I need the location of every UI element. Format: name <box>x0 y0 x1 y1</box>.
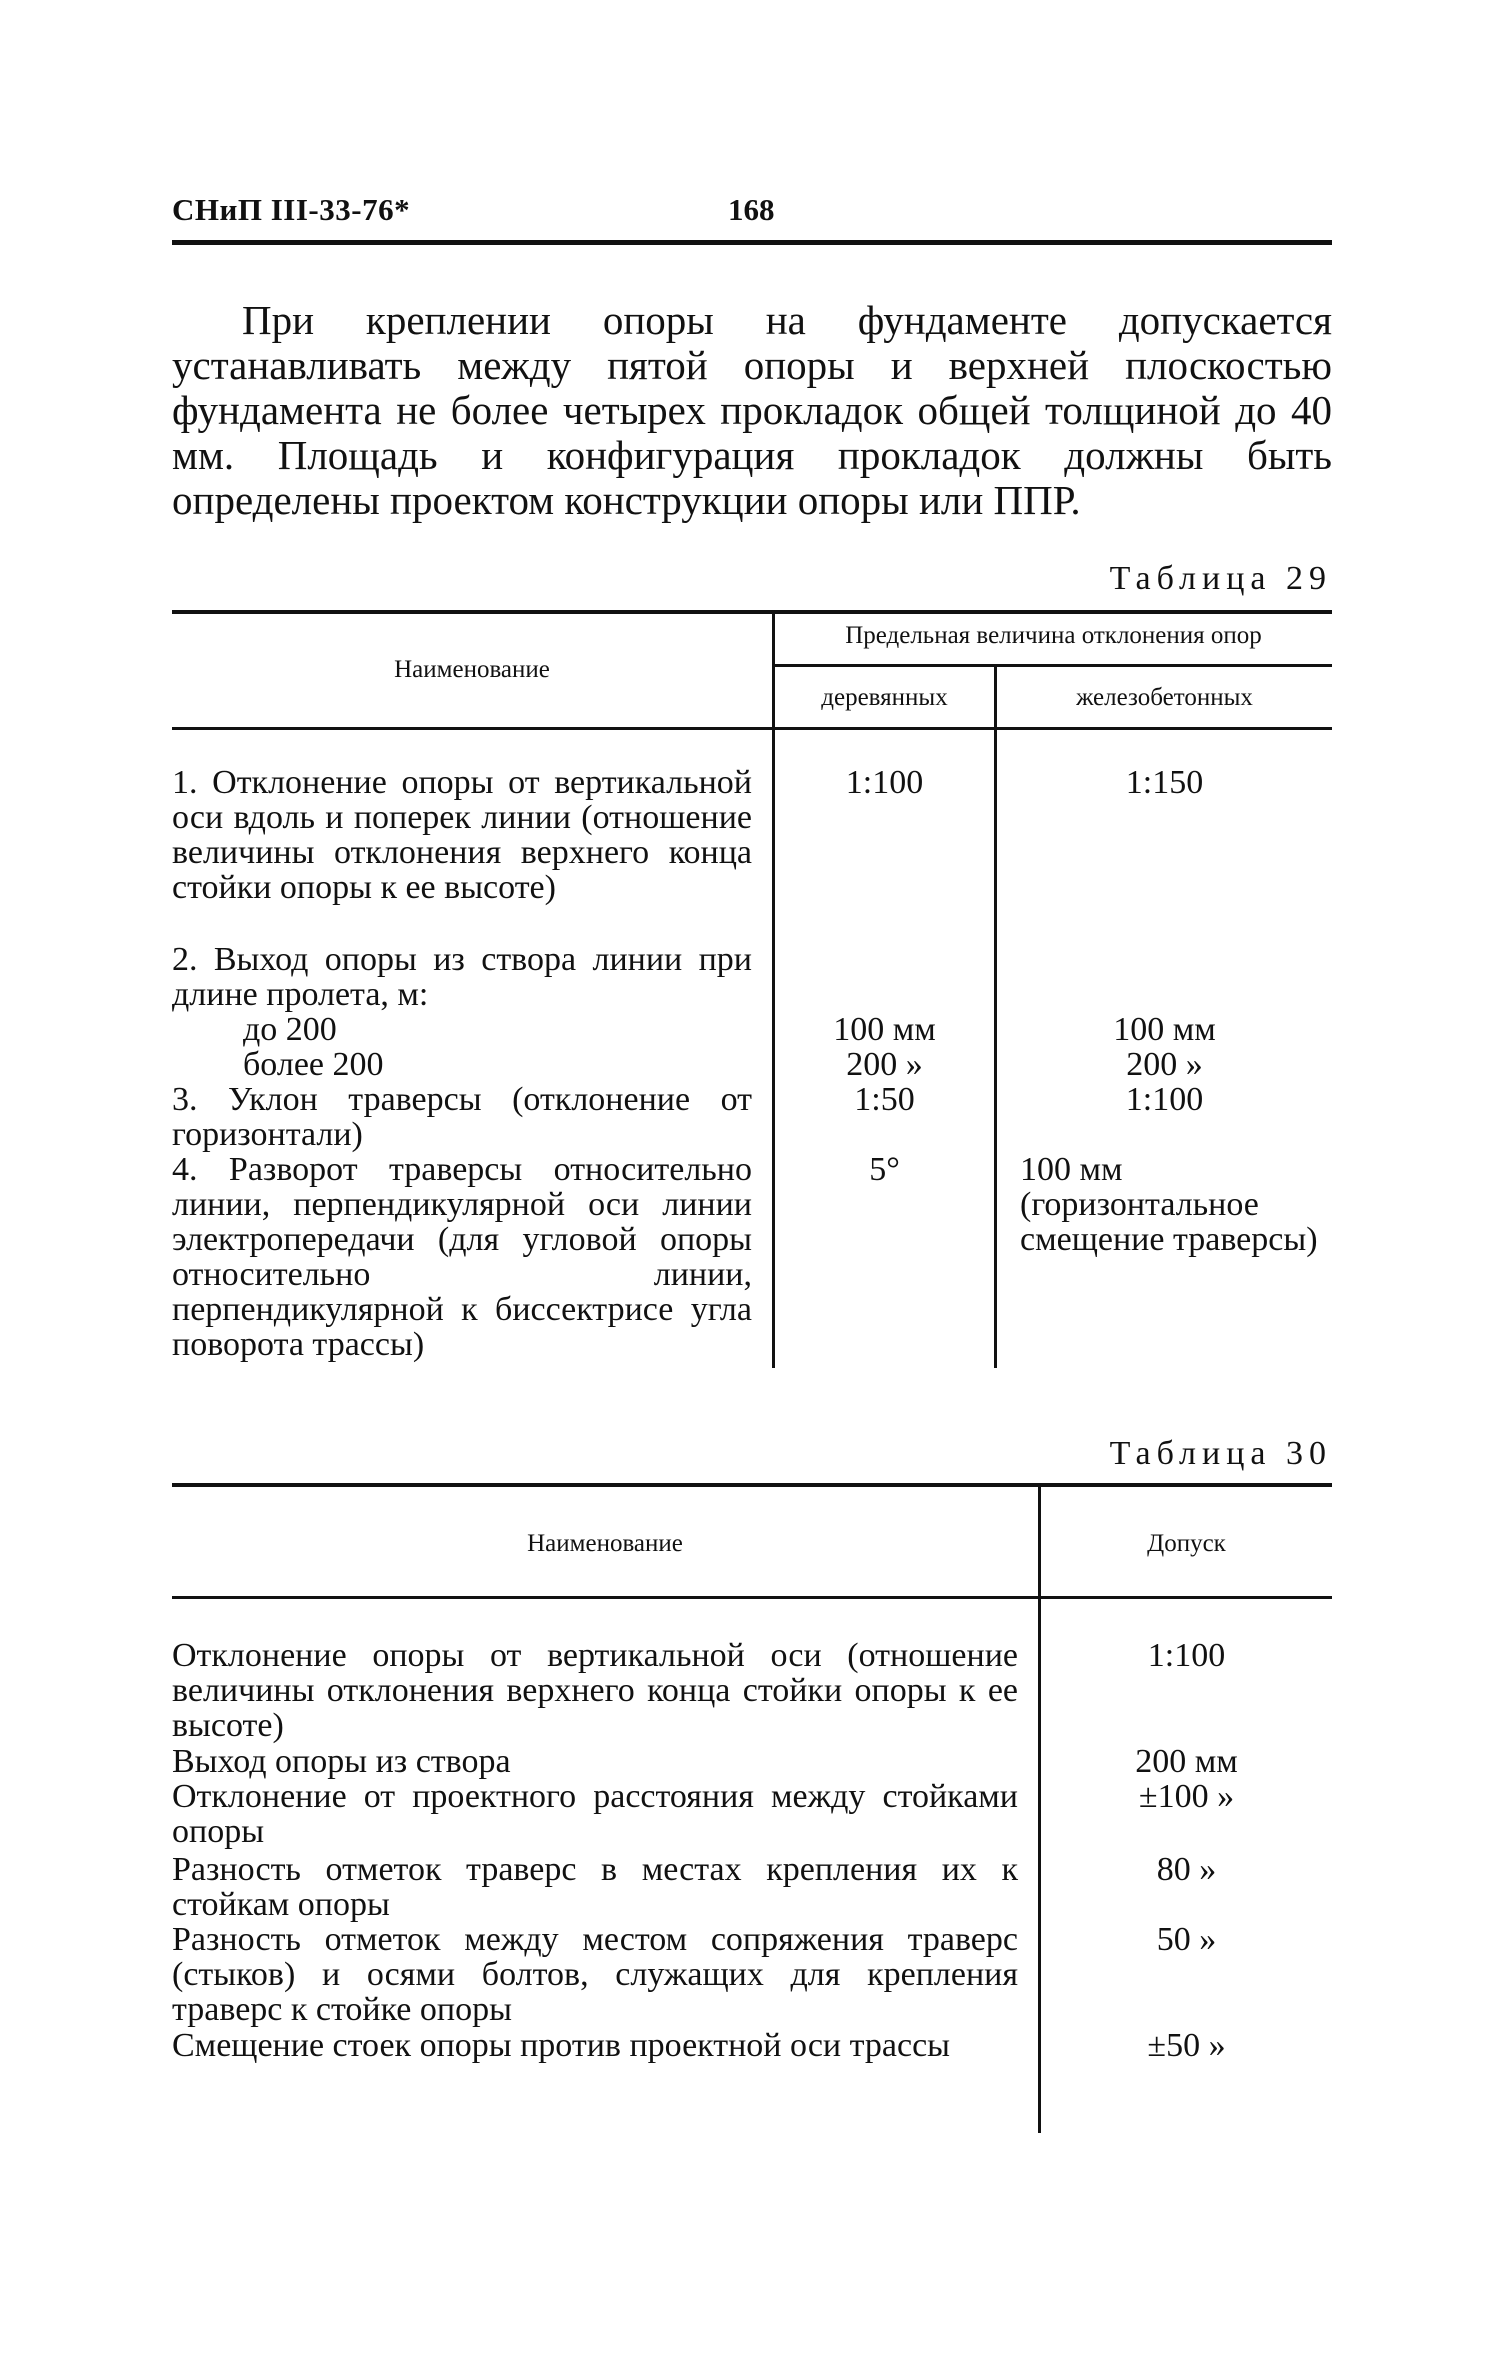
table29-row-2b-concrete: 200 » <box>1126 1046 1203 1083</box>
table30-row-6-text: Смещение стоек опоры против проектной оси трассы <box>172 2027 950 2064</box>
table29-row-4-concrete: 100 мм (горизонтальное смещение траверсы) <box>1020 1151 1318 1258</box>
table30-row-5-text: Разность отметок между местом сопряжения траверс (стыков) и осями болтов, служащих для крепления траверс к стойке опоры <box>172 1921 1018 2028</box>
table30-row-3-text: Отклонение от проектного расстояния между стойками опоры <box>172 1778 1018 1850</box>
header-rule <box>172 240 1332 245</box>
table30-row-4-text: Разность отметок траверс в местах крепления их к стойкам опоры <box>172 1851 1018 1923</box>
table29-header-rule <box>172 727 1332 730</box>
table30-row-5-tol: 50 » <box>1156 1921 1217 1958</box>
table29-row-2-text: 2. Выход опоры из створа линии при длине пролета, м: <box>172 941 752 1013</box>
table30-row-2-tol: 200 мм <box>1135 1743 1238 1780</box>
table29-col-concrete-header: железобетонных <box>1076 684 1253 711</box>
table29-row-2a-wood: 100 мм <box>833 1011 936 1048</box>
table29-row-1-concrete: 1:150 <box>1125 764 1204 801</box>
table29-row-1-wood: 1:100 <box>845 764 924 801</box>
table29-col-name-header: Наименование <box>394 656 550 683</box>
table30-row-1-tol: 1:100 <box>1147 1637 1226 1674</box>
table29-row-2b-text: более 200 <box>243 1046 384 1083</box>
table29-row-3-concrete: 1:100 <box>1125 1081 1204 1118</box>
table30-col-tol-header: Допуск <box>1147 1530 1226 1557</box>
table29-row-4-wood: 5° <box>869 1151 900 1188</box>
table30-col-name-header: Наименование <box>527 1530 683 1557</box>
table29-group-rule <box>773 664 1332 667</box>
table29-row-2b-wood: 200 » <box>846 1046 923 1083</box>
table29-row-2a-text: до 200 <box>243 1011 337 1048</box>
table29-row-4-text: 4. Разворот траверсы относительно линии, перпендикулярной оси линии электропередачи (для угловой опоры относительно линии, перпендикулярной к биссектрисе угла поворота трассы) <box>172 1151 752 1363</box>
table30-header-rule <box>172 1596 1332 1599</box>
table29-row-3-wood: 1:50 <box>854 1081 915 1118</box>
table30-row-1-text: Отклонение опоры от вертикальной оси (отношение величины отклонения верхнего конца стойки опоры к ее высоте) <box>172 1637 1018 1744</box>
table30-row-2-text: Выход опоры из створа <box>172 1743 511 1780</box>
table30-row-4-tol: 80 » <box>1156 1851 1217 1888</box>
table29-col-wood-header: деревянных <box>821 684 948 711</box>
table29-caption: Таблица 29 <box>1109 560 1332 597</box>
table29-row-2a-concrete: 100 мм <box>1113 1011 1216 1048</box>
table29-row-3-text: 3. Уклон траверсы (отклонение от горизонтали) <box>172 1081 752 1153</box>
intro-paragraph: При креплении опоры на фундаменте допускается устанавливать между пятой опоры и верхней плоскостью фундамента не более четырех прокладок общей толщиной до 40 мм. Площадь и конфигурация прокладок должны быть определены проектом конструкции опоры или ППР. <box>172 297 1332 523</box>
table29-top-rule <box>172 610 1332 614</box>
table30-row-6-tol: ±50 » <box>1147 2027 1226 2064</box>
table29-col-divider-1 <box>772 613 775 1368</box>
document-code: СНиП III-33-76* <box>172 192 411 227</box>
table30-caption: Таблица 30 <box>1109 1435 1332 1472</box>
page-number: 168 <box>728 192 775 227</box>
table30-top-rule <box>172 1483 1332 1487</box>
table29-col-group-header: Предельная величина отклонения опор <box>845 622 1262 649</box>
table29-row-1-text: 1. Отклонение опоры от вертикальной оси вдоль и поперек линии (отношение величины отклонения верхнего конца стойки опоры к ее высоте) <box>172 764 752 906</box>
table30-row-3-tol: ±100 » <box>1138 1778 1235 1815</box>
